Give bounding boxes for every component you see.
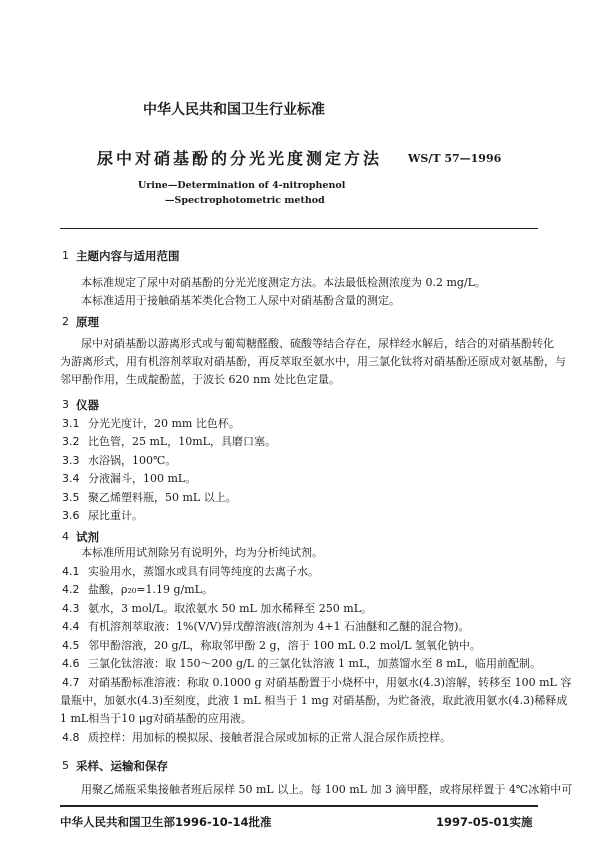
paragraph-line: 为游离形式，用有机溶剂萃取对硝基酚，再反萃取至氨水中，用三氯化钛将对硝基酚还原成对氨基酚，与 xyxy=(60,355,566,368)
paragraph-line: 用聚乙烯瓶采集接触者班后尿样 50 mL 以上。每 100 mL 加 3 滴甲醛，或将尿样置于 4℃冰箱中可 xyxy=(81,783,573,796)
header-rule xyxy=(60,228,538,229)
paragraph-line: 邻甲酚作用，生成靛酚蓝，于波长 620 nm 处比色定量。 xyxy=(60,373,340,386)
standard-code: WS/T 57—1996 xyxy=(408,152,502,165)
paragraph-line: 尿中对硝基酚以游离形式或与葡萄糖醛酸、硫酸等结合存在，尿样经水解后，结合的对硝基酚转化 xyxy=(81,337,554,350)
paragraph-line: 本标准规定了尿中对硝基酚的分光光度测定方法。本法最低检测浓度为 0.2 mg/L。 xyxy=(81,276,486,289)
approval-date: 中华人民共和国卫生部1996-10-14批准 xyxy=(60,815,272,829)
english-title-1: Urine—Determination of 4-nitrophenol xyxy=(138,180,346,191)
paragraph-line: 本标准适用于接触硝基苯类化合物工人尿中对硝基酚含量的测定。 xyxy=(81,294,400,307)
issuer-heading: 中华人民共和国卫生行业标准 xyxy=(143,102,325,118)
paragraph-line: 本标准所用试剂除另有说明外，均为分析纯试剂。 xyxy=(81,546,323,559)
english-title-2: —Spectrophotometric method xyxy=(165,195,325,206)
footer-rule xyxy=(60,805,538,807)
effective-date: 1997-05-01实施 xyxy=(436,815,533,829)
document-title: 尿中对硝基酚的分光光度测定方法 xyxy=(97,149,383,168)
